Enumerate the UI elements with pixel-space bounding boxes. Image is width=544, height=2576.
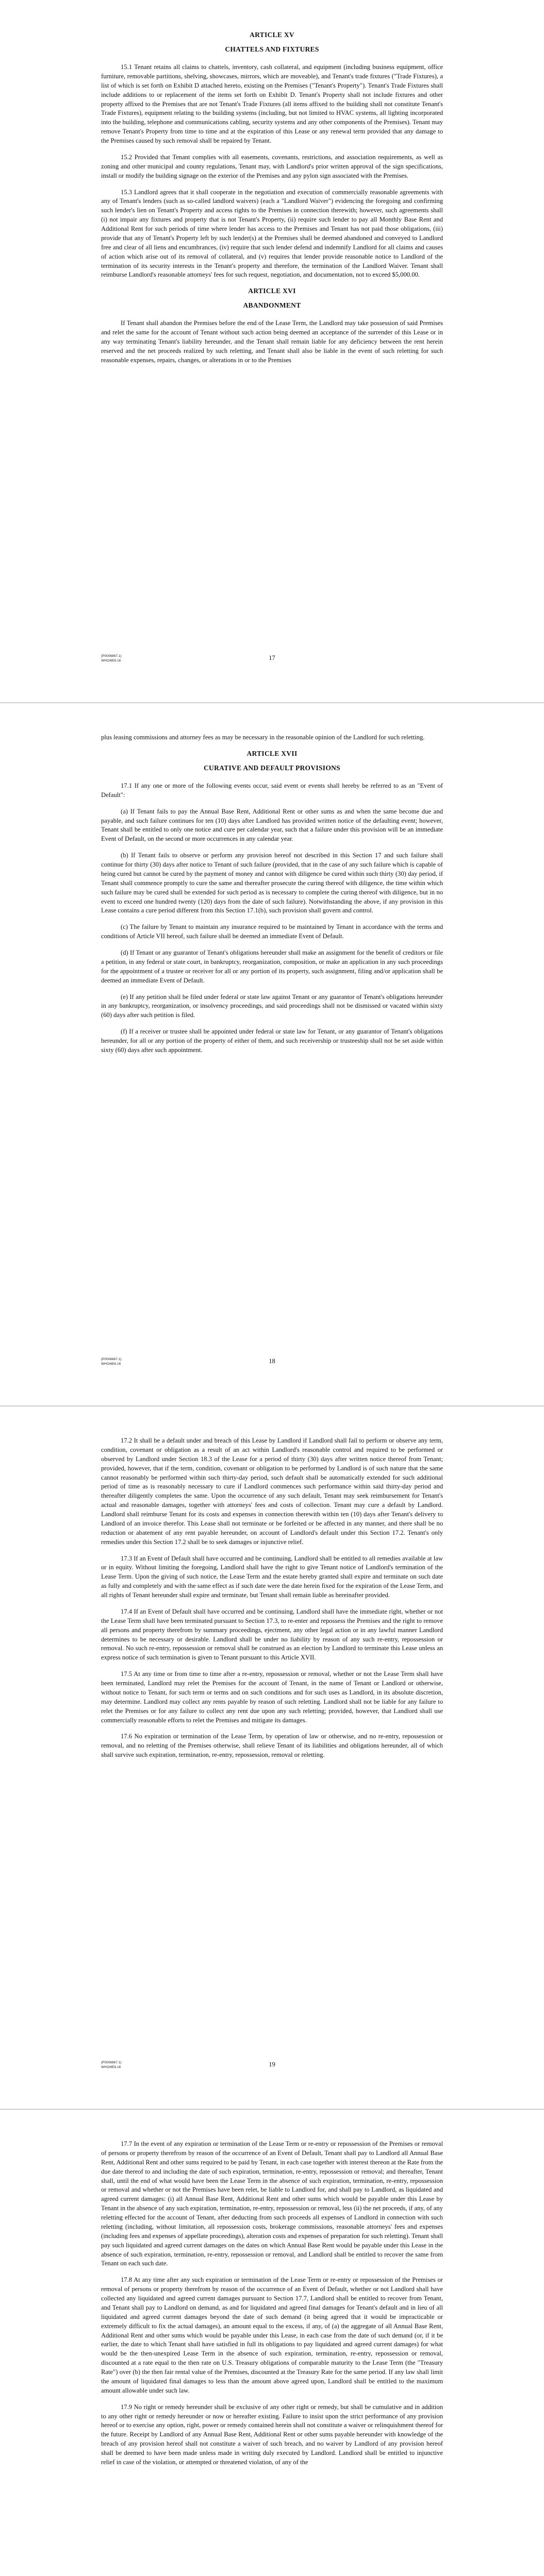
paragraph-17-3: 17.3 If an Event of Default shall have occurred and be continuing, Landlord shall be entitled to all remedies available at law or in equity. Without limiting the foregoing, Landlord shall have the right to give Tenant notice of Landlord's termination of the Lease Term. Upon the giving of such notice, the Lease Term and the estate hereby granted shall expire and terminate on such date as fully and completely and with the same effect as if such date were the date herein fixed for the expiration of the Lease Term, and all rights of Tenant hereunder shall expire and terminate, but Tenant shall remain liable as hereinafter provided.: [101, 1554, 443, 1599]
paragraph-17-2: 17.2 It shall be a default under and breach of this Lease by Landlord if Landlord shall fail to perform or observe any term, condition, covenant or obligation as a result of an act within Landlord's reasonable control and required to be performed or observed by Landlord under Section 18.3 of the Lease for a period of thirty (30) days after written notice thereof from Tenant; provided, however, that if the term, condition, covenant or obligation to be performed by Landlord is of such nature that the same cannot reasonably be performed within such thirty-day period, such default shall be automatically extended for such additional period of time as is reasonably necessary to cure if Landlord commences such performance within said thirty-day period and thereafter diligently completes the same. Upon the occurrence of any such default, Tenant may seek reimbursement for Tenant's actual and reasonable damages, together with attorneys' fees and costs of collection. Tenant may cure a default by Landlord. Landlord shall reimburse Tenant for its costs and expenses in connection therewith within ten (10) days after Tenant's delivery to Landlord of an invoice therefor. This Lease shall not terminate or be forfeited or be affected in any manner, and there shall be no reduction or abatement of any rent payable hereunder, on account of Landlord's default under this Section 17.2. Tenant's only remedies under this Section 17.2 shall be to seek damages or injunctive relief.: [101, 1437, 443, 1546]
article-heading-curative-and-default-provisions: CURATIVE AND DEFAULT PROVISIONS: [204, 764, 340, 772]
document-page-19: [0, 1406, 544, 2110]
article-title-xvi: ARTICLE XVI: [248, 287, 296, 295]
paragraph-17-4: 17.4 If an Event of Default shall have occurred and be continuing, Landlord shall have the immediate right, whether or not the Lease Term shall have been terminated pursuant to Section 17.3, to re-enter and repossess the Premises and the right to remove all persons and property therefrom by summary proceedings, ejectment, any other legal action or in any lawful manner Landlord determines to be necessary or desirable. Landlord shall be under no liability by reason of any such re-entry, repossession or removal. No such re-entry, repossession or removal shall be construed as an election by Landlord to terminate this Lease unless an express notice of such termination is given to Tenant pursuant to this Article XVII.: [101, 1607, 443, 1662]
footer-ref-line: {P0006867.1}: [101, 2061, 122, 2064]
paragraph-17-1-d: (d) If Tenant or any guarantor of Tenant's obligations hereunder shall make an assignment for the benefit of creditors or file a petition, in any federal or state court, in bankruptcy, reorganization, composition, or make an application in any such proceedings for the appointment of a trustee or receiver for all or any portion of its property, such assignment, filing and/or application shall be deemed an immediate Event of Default.: [101, 949, 443, 984]
article-title-xvii: ARTICLE XVII: [246, 749, 298, 757]
paragraph-17-1-c: (c) The failure by Tenant to maintain any insurance required to be maintained by Tenant in accordance with the terms and conditions of Article VII hereof, such failure shall be deemed an immediate Event of Default.: [101, 923, 443, 940]
paragraph-15-2: 15.2 Provided that Tenant complies with all easements, covenants, restrictions, and association requirements, as well as zoning and other municipal and county regulations, Tenant may, with Landlord's prior written approval of the sign specifications, install or modify the building signage on the exterior of the Premises and any pylon sign associated with the Premises.: [101, 153, 443, 179]
paragraph-17-1-a: (a) If Tenant fails to pay the Annual Base Rent, Additional Rent or other sums as and when the same become due and payable, and such failure continues for ten (10) days after Landlord has provided written notice of the defaulting event; however, Tenant shall be entitled to only one notice and cure per calendar year, such that a failure under this provision will be an immediate Event of Default, on the second or more occurrences in any calendar year.: [101, 807, 443, 843]
footer-ref-line: WHO/6E6.16: [101, 2065, 121, 2069]
paragraph-17-9: 17.9 No right or remedy hereunder shall be exclusive of any other right or remedy, but shall be cumulative and in addition to any other right or remedy hereunder or now or hereafter existing. Failure to insist upon the strict performance of any provision hereof or to exercise any option, right, power or remedy contained herein shall not constitute a waiver or relinquishment thereof for the future. Receipt by Landlord of any Annual Base Rent, Additional Rent or other sums payable hereunder with knowledge of the breach of any provision hereof shall not constitute a waiver of such breach, and no waiver by Landlord of any provision hereof shall be deemed to have been made unless made in writing duly executed by Landlord. Landlord shall be entitled to injunctive relief in case of the violation, or attempted or threatened violation, of any of the: [101, 2403, 443, 2466]
article-heading-chattels-and-fixtures: CHATTELS AND FIXTURES: [225, 45, 319, 53]
document-page-17: [0, 0, 544, 703]
article-heading-abandonment: ABANDONMENT: [243, 301, 301, 310]
footer-ref-line: {P0006867.1}: [101, 1358, 122, 1361]
paragraph-17-8: 17.8 At any time after any such expiration or termination of the Lease Term or re-entry or repossession of the Premises or removal of persons or property therefrom by reason of the occurrence of an Event of Default, whether or not Landlord shall have collected any liquidated and agreed current damages pursuant to Section 17.7, Landlord shall be entitled to recover from Tenant, and Tenant shall pay to Landlord on demand, as and for liquidated and agreed final damages for Tenant's default and in lieu of all liquidated and agreed current damages beyond the date of such demand (it being agreed that it would be impracticable or extremely difficult to fix the actual damages), an amount equal to the excess, if any, of (a) the aggregate of all Annual Base Rent, Additional Rent and other sums which would be payable under this Lease, in each case from the date of such demand (or, if it be earlier, the date to which Tenant shall have satisfied in full its obligations to pay liquidated and agreed current damages) for what would be the then-unexpired Lease Term in the absence of such expiration, termination, re-entry, repossession or removal, discounted at a rate equal to the then rate on U.S. Treasury obligations of comparable maturity to the Lease Term (the "Treasury Rate") over (b) the then fair rental value of the Premises, discounted at the Treasury Rate for the same period. If any law shall limit the amount of liquidated final damages to less than the amount above agreed upon, Landlord shall be entitled to the maximum amount allowable under such law.: [101, 2276, 443, 2394]
paragraph-17-1-e: (e) If any petition shall be filed under federal or state law against Tenant or any guarantor of Tenant's obligations hereunder in any bankruptcy, reorganization, or insolvency proceedings, and said proceedings shall not be dismissed or vacated within sixty (60) days after such petition is filed.: [101, 993, 443, 1019]
footer-ref-line: {P0006867.1}: [101, 654, 122, 658]
paragraph-15-3: 15.3 Landlord agrees that it shall cooperate in the negotiation and execution of commercially reasonable agreements with any of Tenant's lenders (such as so-called landlord waivers) (each a "Landlord Waiver") evidencing the foregoing and confirming such lender's lien on Tenant's Property and access rights to the Premises in connection therewith; however, such agreements shall (i) not impair any fixtures and property that is not Tenant's Property, (ii) require such lender to pay all Monthly Base Rent and Additional Rent for such periods of time where lender has access to the Premises and Tenant has not paid those obligations, (iii) provide that any of Tenant's Property left by such lender(s) at the Premises shall be deemed abandoned and conveyed to Landlord free and clear of all liens and encumbrances, (iv) require that such lender defend and indemnify Landlord for all claims and causes of action which arise out of its removal of collateral, and (v) requires that lender provide reasonable notice to Landlord of the termination of its security interests in the Tenant's property and therefore, the termination of the Landlord Waiver. Tenant shall reimburse Landlord's reasonable attorneys' fees for such request, negotiation, and documentation, not to exceed $5,000.00.: [101, 188, 443, 279]
page-number: 19: [269, 2061, 275, 2068]
page-number: 17: [269, 654, 275, 662]
paragraph-17-5: 17.5 At any time or from time to time after a re-entry, repossession or removal, whether or not the Lease Term shall have been terminated, Landlord may relet the Premises for the account of Tenant, in the name of Tenant or Landlord or otherwise, without notice to Tenant, for such term or terms and on such conditions and for such uses as Landlord, in its absolute discretion, may determine. Landlord may collect any rents payable by reason of such reletting. Landlord shall not be liable for any failure to relet the Premises or for any failure to collect any rent due upon any such reletting; provided, however, that Landlord shall use commercially reasonable efforts to relet the Premises and mitigate its damages.: [101, 1670, 443, 1724]
footer-ref-line: WHO/6E6.16: [101, 658, 121, 663]
paragraph-17-1-b: (b) If Tenant fails to observe or perform any provision hereof not described in this Section 17 and such failure shall continue for thirty (30) days after notice to Tenant of such failure (provided, that in the case of any such failure which is capable of being cured but cannot be cured by the payment of money and cannot with diligence be cured within such thirty (30) day period, if Tenant shall commence promptly to cure the same and thereafter prosecute the curing thereof with diligence, the time within which such failure may be cured shall be extended for such period as is necessary to complete the curing thereof with diligence, but in no event to exceed one hundred twenty (120) days from the date of such failure). Notwithstanding the above, if any provision in this Lease contains a cure period different from this Section 17.1(b), such provision shall govern and control.: [101, 852, 443, 914]
footer-ref-line: WHO/6E6.16: [101, 1362, 121, 1366]
paragraph-15-1: 15.1 Tenant retains all claims to chattels, inventory, cash collateral, and equipment (including business equipment, office furniture, removable partitions, shelving, showcases, mirrors, which are moveable), and Tenant's trade fixtures ("Trade Fixtures), a list of which is set forth on Exhibit D attached hereto, existing on the Premises ("Tenant's Property"). Tenant's Trade Fixtures shall include additions to or replacement of the items set forth on Exhibit D. Tenant's Property shall not include fixtures and other property affixed to the Premises that are not Tenant's Trade Fixtures (all items affixed to the building shall not constitute Tenant's Trade Fixtures), equipment relating to the building systems (including, but not limited to HVAC systems, all lighting incorporated into the building, telephone and communications cabling, security systems and any other components of the Premises). Tenant may remove Tenant's Property from time to time and at the expiration of this Lease or any renewal term provided that any damage to the Premises caused by such removal shall be repaired by Tenant.: [101, 63, 443, 144]
document-page-18: [0, 703, 544, 1406]
page-footer: [101, 1358, 443, 1373]
document-page-20: [0, 2110, 544, 2576]
paragraph-continuation: plus leasing commissions and attorney fees as may be necessary in the reasonable opinion of the Landlord for such reletting.: [101, 734, 425, 741]
paragraph-17-7: 17.7 In the event of any expiration or termination of the Lease Term or re-entry or repossession of the Premises or removal of persons or property therefrom by reason of the occurrence of an Event of Default, Tenant shall pay to Landlord all Annual Base Rent, Additional Rent and other sums required to be paid by Tenant, in each case together with interest thereon at the Rate from the due date thereof to and including the date of such expiration, termination, re-entry, repossession or removal; and thereafter, Tenant shall, until the end of what would have been the Lease Term in the absence of such expiration, termination, re-entry, repossession or removal and whether or not the Premises have been relet, be liable to Landlord for, and shall pay to Landlord, as liquidated and agreed current damages: (i) all Annual Base Rent, Additional Rent and other sums which would be payable under this Lease by Tenant in the absence of any such expiration, termination, re-entry, repossession or removal, less (ii) the net proceeds, if any, of any reletting effected for the account of Tenant, after deducting from such proceeds all expenses of Landlord in connection with such reletting (including, without limitation, all repossession costs, brokerage commissions, reasonable attorneys' fees and expenses (including fees and expenses of appellate proceedings), alteration costs and expenses of preparation for such reletting). Tenant shall pay such liquidated and agreed current damages on the dates on which Annual Base Rent would be payable under this Lease in the absence of such expiration, termination, re-entry, repossession or removal, and Landlord shall be entitled to recover the same from Tenant on each such date.: [101, 2140, 443, 2267]
paragraph-abandonment: If Tenant shall abandon the Premises before the end of the Lease Term, the Landlord may take possession of said Premises and relet the same for the account of Tenant without such action being deemed an acceptance of the surrender of this Lease or in any way terminating Tenant's liability hereunder, and the Tenant shall remain liable for any deficiency between the rent herein reserved and the net proceeds realized by such reletting, and Tenant shall also be liable in the event of such reletting for such reasonable expenses, repairs, changes, or alterations in or to the Premises: [101, 319, 443, 364]
page-number: 18: [269, 1358, 275, 1365]
paragraph-17-6: 17.6 No expiration or termination of the Lease Term, by operation of law or otherwise, and no re-entry, repossession or removal, and no reletting of the Premises otherwise, shall relieve Tenant of its liabilities and obligations hereunder, all of which shall survive such expiration, termination, re-entry, repossession, removal or reletting.: [101, 1733, 443, 1759]
article-title-xv: ARTICLE XV: [250, 31, 294, 39]
paragraph-17-1-f: (f) If a receiver or trustee shall be appointed under federal or state law for Tenant, or any guarantor of Tenant's obligations hereunder, for all or any portion of the property of either of them, and such receivership or trusteeship shall not be set aside within sixty (60) days after such appointment.: [101, 1028, 443, 1054]
page-footer: [101, 654, 443, 670]
page-footer: [101, 2061, 443, 2076]
paragraph-17-1: 17.1 If any one or more of the following events occur, said event or events shall hereby be referred to as an "Event of Default":: [101, 782, 443, 799]
